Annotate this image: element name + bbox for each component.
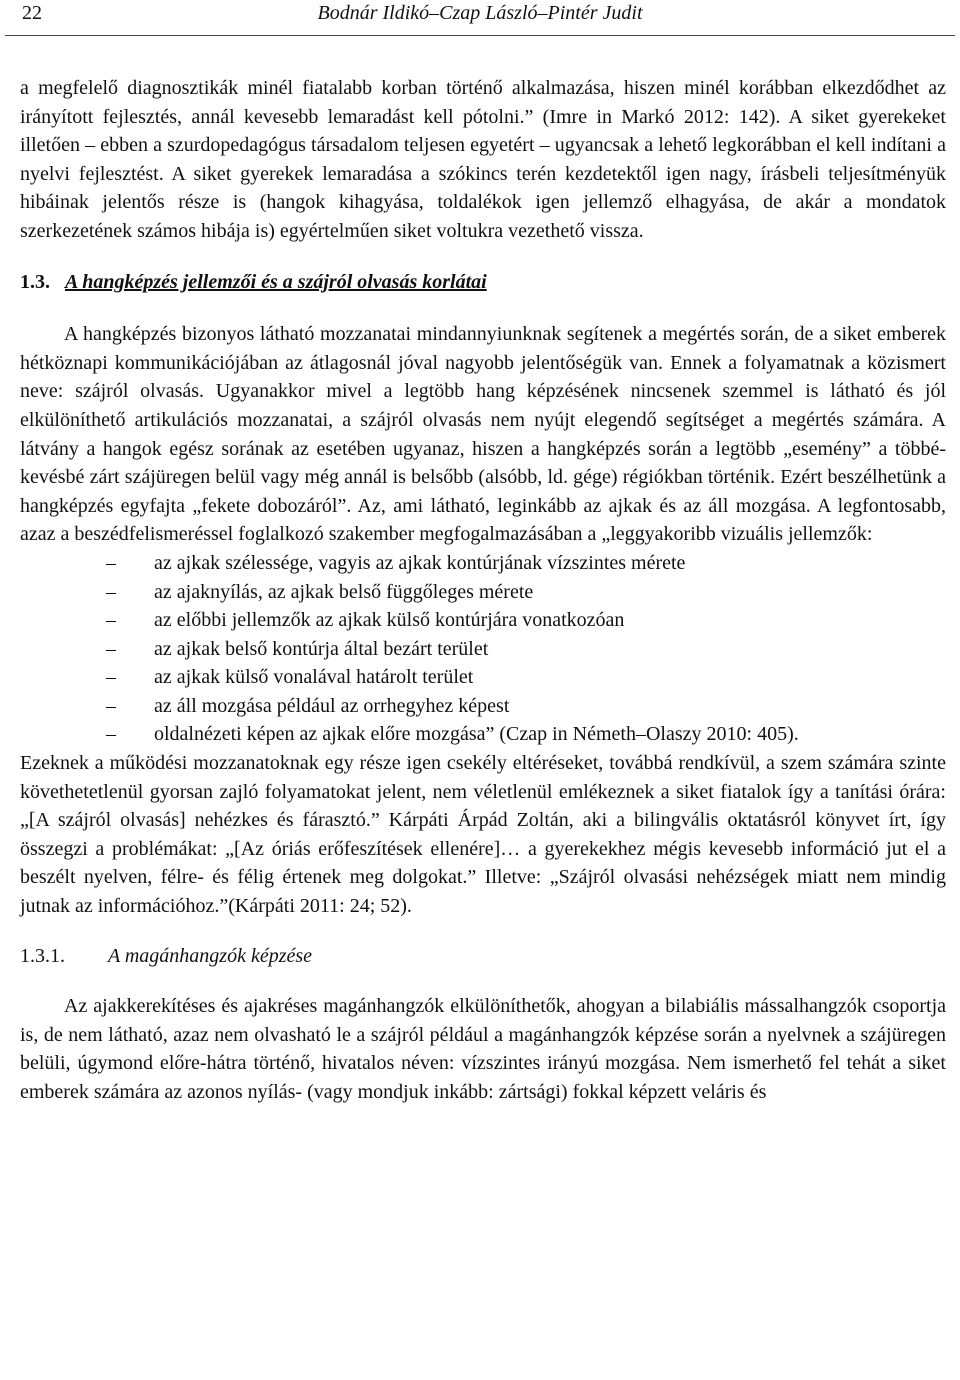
list-item-text: az előbbi jellemzők az ajkak külső kontúrjára vonatkozóan [154, 609, 625, 632]
feature-list [20, 549, 946, 749]
dash-bullet: – [106, 666, 116, 689]
dash-bullet: – [106, 609, 116, 632]
page-number: 22 [22, 2, 42, 24]
list-item [20, 578, 946, 607]
dash-bullet: – [106, 723, 116, 746]
list-item-text: az ajkak szélessége, vagyis az ajkak kontúrjának vízszintes mérete [154, 551, 686, 574]
page-body [20, 74, 946, 1107]
dash-bullet: – [106, 580, 116, 603]
dash-bullet: – [106, 637, 116, 660]
list-item-text: oldalnézeti képen az ajkak előre mozgása” (Czap in Németh–Olaszy 2010: 405). [154, 723, 799, 746]
list-item [20, 720, 946, 749]
subsection-title: A magánhangzók képzése [108, 944, 313, 967]
section-heading [20, 268, 946, 297]
list-item [20, 606, 946, 635]
list-item [20, 549, 946, 578]
subsection-number: 1.3.1. [20, 944, 65, 967]
list-item-text: az ajkak külső vonalával határolt terület [154, 666, 474, 689]
list-item-text: az ajaknyílás, az ajkak belső függőleges mérete [154, 580, 534, 603]
page-header [0, 0, 960, 38]
list-item-text: az ajkak belső kontúrja által bezárt terület [154, 637, 489, 660]
paragraph: a megfelelő diagnosztikák minél fiatalabb korban történő alkalmazása, hiszen minél korábban elkezdődhet az irányított fejlesztés, annál kevesebb lemaradást kell pótolni.” (Imre in Markó 2012: 142). A siket gyerekeket illetően – ebben a szurdopedagógus társadalom teljesen egyetért – ugyancsak a lehető legkorábban el kell indítani a nyelvi fejlesztést. A siket gyerekek lemaradása a szókincs terén kezdetektől igen nagy, írásbeli teljesítményük hibáinak jelentős része is (hangok kihagyása, toldalékok igen jellemző elhagyása, de akár a mondatok szerkezetének számos hibája is) egyértelműen siket voltukra vezethető vissza. [20, 77, 946, 242]
section-number: 1.3. [20, 270, 50, 293]
list-item [20, 663, 946, 692]
list-item [20, 635, 946, 664]
subsection-heading [20, 942, 946, 971]
running-head: Bodnár Ildikó–Czap László–Pintér Judit [317, 2, 643, 24]
dash-bullet: – [106, 694, 116, 717]
list-item-text: az áll mozgása például az orrhegyhez képest [154, 694, 510, 717]
list-item [20, 692, 946, 721]
paragraph: A hangképzés bizonyos látható mozzanatai mindannyiunknak segítenek a megértés során, de a siket emberek hétköznapi kommunikációjában az átlagosnál jóval nagyobb jelentőségük van. Ennek a folyamatnak a közismert neve: szájról olvasás. Ugyanakkor mivel a legtöbb hang képzésének nincsenek szemmel is látható és jól elkülöníthető artikulációs mozzanatai, a szájról olvasás nem nyújt elegendő segítséget a megértés számára. A látvány a hangok egész sorának az esetében ugyanaz, hiszen a hangképzés során a legtöbb „esemény” a többé-kevésbé zárt szájüregen belül vagy még annál is belsőbb (alsóbb, ld. gége) régiókban történik. Ezért beszélhetünk a hangképzés egyfajta „fekete dobozáról”. Az, ami látható, leginkább az ajkak és az áll mozgása. A legfontosabb, azaz a beszédfelismeréssel foglalkozó szakember megfogalmazásában a „leggyakoribb vizuális jellemzők: [20, 323, 946, 546]
dash-bullet: – [106, 551, 116, 574]
paragraph: Ezeknek a működési mozzanatoknak egy része igen csekély eltéréseket, továbbá rendkívül, a szem számára szinte követhetetlenül gyorsan zajló folyamatokat jelent, nem véletlenül emlékeznek a siket fiatalok így a tanítási órára: „[A szájról olvasás] nehézkes és fárasztó.” Kárpáti Árpád Zoltán, aki a bilingvális oktatásról könyvet írt, így összegzi a problémákat: „[Az óriás erőfeszítések ellenére]… a gyerekekhez mégis kevesebb információ jut el a beszélt nyelven, félre- és félig értenek meg dolgokat.” Illetve: „Szájról olvasási nehézségek miatt nem mindig jutnak az információhoz.”(Kárpáti 2011: 24; 52). [20, 752, 946, 918]
header-rule [5, 35, 955, 36]
section-title: A hangképzés jellemzői és a szájról olvasás korlátai [65, 270, 487, 293]
paragraph: Az ajakkerekítéses és ajakréses magánhangzók elkülöníthetők, ahogyan a bilabiális mássalhangzók csoportja is, de nem látható, azaz nem olvasható le a szájról például a magánhangzók képzése során a nyelvnek a szájüregen belüli, úgymond előre-hátra történő, hivatalos néven: vízszintes irányú mozgása. Nem ismerhető fel tehát a siket emberek számára az azonos nyílás- (vagy mondjuk inkább: zártsági) fokkal képzett veláris és [20, 995, 946, 1103]
